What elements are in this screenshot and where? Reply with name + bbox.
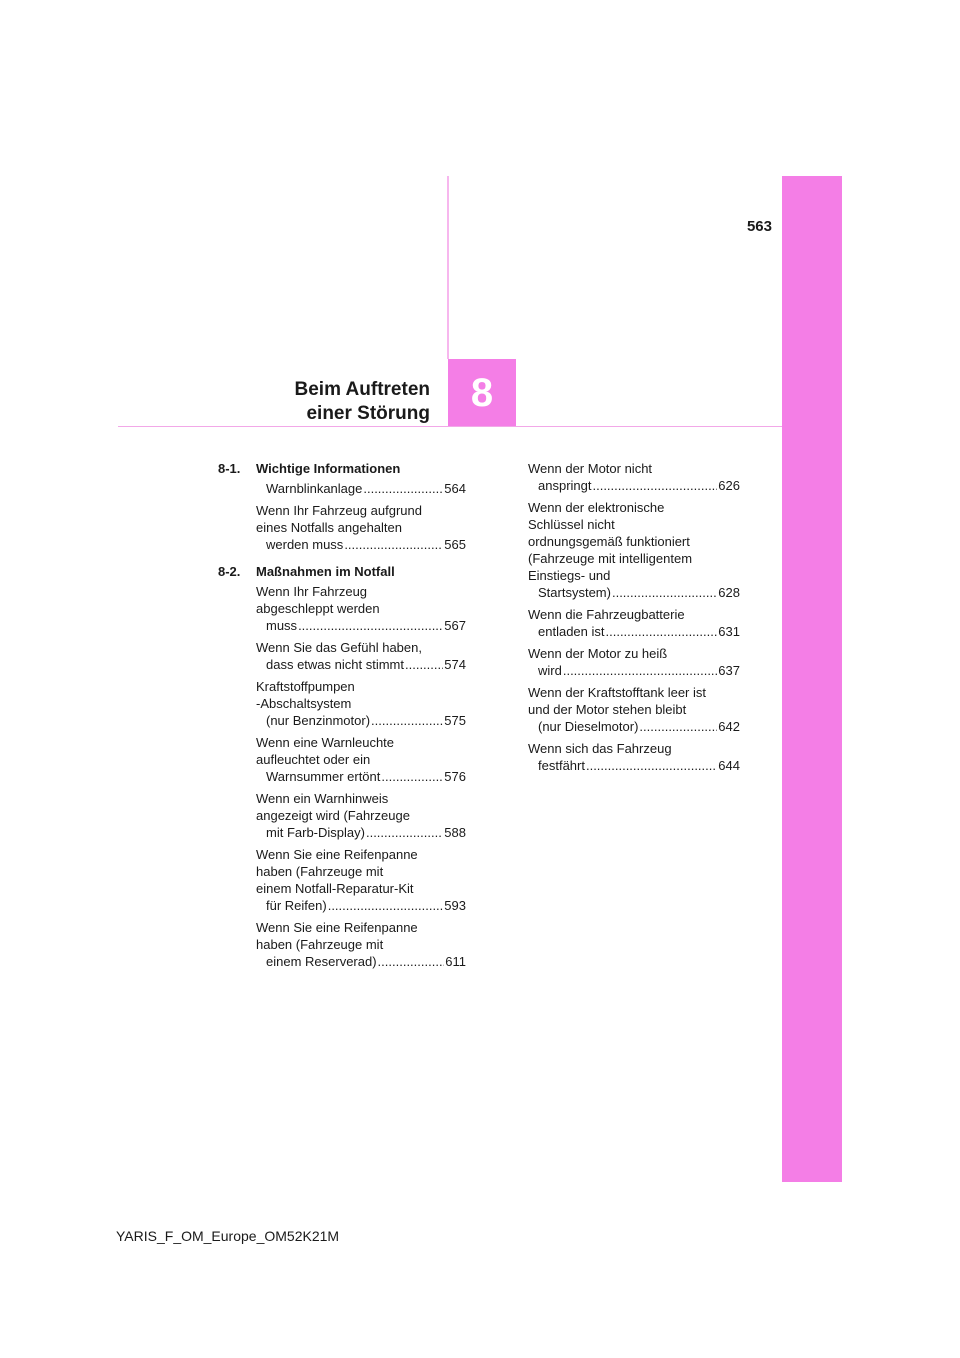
- dot-leader: [592, 477, 717, 494]
- entry-text: ordnungsgemäß funktioniert: [528, 534, 690, 549]
- entry-text: mit Farb-Display): [266, 825, 365, 840]
- entry-text: Wenn ein Warnhinweis: [256, 791, 389, 806]
- entry-text: Wenn der Kraftstofftank leer ist: [528, 685, 706, 700]
- section-number: 8-2.: [218, 564, 241, 579]
- entry-text: werden muss: [266, 537, 344, 552]
- page-reference: 567: [444, 618, 466, 633]
- entry-leader-row: [538, 477, 740, 494]
- entry-text: angezeigt wird (Fahrzeuge: [256, 808, 410, 823]
- document-footer-code: YARIS_F_OM_Europe_OM52K21M: [116, 1228, 340, 1244]
- entry-text: einem Reserverad): [266, 954, 377, 969]
- entry-text: für Reifen): [266, 898, 327, 913]
- page-reference: 593: [444, 898, 466, 913]
- toc-entry[interactable]: [256, 583, 466, 634]
- entry-text: und der Motor stehen bleibt: [528, 702, 687, 717]
- entry-text: Wenn Sie eine Reifenpanne: [256, 920, 418, 935]
- entry-leader-row: [538, 584, 740, 601]
- section-title: Wichtige Informationen: [256, 461, 401, 476]
- chapter-tab-bar: [782, 176, 842, 1182]
- toc-entry[interactable]: [256, 678, 466, 729]
- chapter-number: 8: [470, 370, 494, 415]
- toc-entry[interactable]: [528, 606, 740, 640]
- page-reference: 631: [718, 624, 740, 639]
- dot-leader: [586, 757, 717, 774]
- entry-leader-row: [538, 757, 740, 774]
- toc-entry[interactable]: [528, 740, 740, 774]
- chapter-title: [200, 378, 430, 426]
- entry-text: eines Notfalls angehalten: [256, 520, 402, 535]
- page-reference: 588: [444, 825, 466, 840]
- toc-entry[interactable]: [256, 734, 466, 785]
- chapter-number-box: [448, 359, 516, 427]
- entry-text: Wenn der Motor nicht: [528, 461, 653, 476]
- toc-section-entries: [218, 583, 466, 970]
- toc-entry[interactable]: [528, 499, 740, 601]
- page-reference: 574: [444, 657, 466, 672]
- page-number: 563: [746, 218, 772, 235]
- entry-text: Wenn der Motor zu heiß: [528, 646, 668, 661]
- entry-text: Warnsummer ertönt: [266, 769, 381, 784]
- entry-text: Schlüssel nicht: [528, 517, 615, 532]
- section-number: 8-1.: [218, 461, 241, 476]
- entry-text: Wenn eine Warnleuchte: [256, 735, 395, 750]
- entry-leader-row: [266, 897, 466, 914]
- dot-leader: [378, 953, 445, 970]
- entry-text: Wenn Ihr Fahrzeug aufgrund: [256, 503, 422, 518]
- toc-entry[interactable]: [528, 645, 740, 679]
- entry-leader-row: [266, 480, 466, 497]
- toc-right-column: [528, 460, 740, 779]
- entry-text: Wenn der elektronische: [528, 500, 665, 515]
- page-reference: 564: [444, 481, 466, 496]
- entry-leader-row: [266, 656, 466, 673]
- vertical-divider: [447, 176, 449, 359]
- toc-entry[interactable]: [256, 846, 466, 914]
- entry-text: Warnblinkanlage: [266, 481, 363, 496]
- entry-text: Einstiegs- und: [528, 568, 611, 583]
- entry-leader-row: [266, 768, 466, 785]
- page-reference: 628: [718, 585, 740, 600]
- entry-leader-row: [266, 536, 466, 553]
- dot-leader: [405, 656, 443, 673]
- toc-entry[interactable]: [528, 684, 740, 735]
- entry-text: festfährt: [538, 758, 585, 773]
- entry-text: anspringt: [538, 478, 592, 493]
- toc-section-entries: [218, 480, 466, 553]
- entry-leader-row: [266, 953, 466, 970]
- dot-leader: [363, 480, 443, 497]
- entry-text: aufleuchtet oder ein: [256, 752, 371, 767]
- section-title: Maßnahmen im Notfall: [256, 564, 395, 579]
- toc-section-heading[interactable]: [218, 460, 466, 477]
- entry-text: entladen ist: [538, 624, 605, 639]
- entry-text: (Fahrzeuge mit intelligentem: [528, 551, 693, 566]
- entry-leader-row: [266, 712, 466, 729]
- dot-leader: [371, 712, 443, 729]
- entry-text: einem Notfall-Reparatur-Kit: [256, 881, 414, 896]
- dot-leader: [612, 584, 717, 601]
- entry-text: Wenn die Fahrzeugbatterie: [528, 607, 685, 622]
- entry-text: (nur Dieselmotor): [538, 719, 639, 734]
- entry-text: muss: [266, 618, 298, 633]
- page-reference: 576: [444, 769, 466, 784]
- entry-text: Wenn Ihr Fahrzeug: [256, 584, 368, 599]
- page-reference: 642: [718, 719, 740, 734]
- entry-text: haben (Fahrzeuge mit: [256, 864, 384, 879]
- entry-text: (nur Benzinmotor): [266, 713, 371, 728]
- entry-text: Startsystem): [538, 585, 611, 600]
- dot-leader: [606, 623, 718, 640]
- entry-text: haben (Fahrzeuge mit: [256, 937, 384, 952]
- dot-leader: [344, 536, 443, 553]
- page-reference: 565: [444, 537, 466, 552]
- dot-leader: [366, 824, 443, 841]
- toc-left-column: [218, 460, 466, 975]
- entry-leader-row: [538, 718, 740, 735]
- page-reference: 626: [718, 478, 740, 493]
- page-reference: 611: [445, 954, 466, 969]
- entry-text: Kraftstoffpumpen: [256, 679, 355, 694]
- entry-leader-row: [538, 662, 740, 679]
- dot-leader: [298, 617, 443, 634]
- page-reference: 644: [718, 758, 740, 773]
- toc-entry[interactable]: [256, 502, 466, 553]
- entry-leader-row: [266, 617, 466, 634]
- chapter-title-line: Beim Auftreten: [294, 379, 430, 400]
- chapter-title-line: einer Störung: [306, 403, 430, 424]
- toc-entry[interactable]: [256, 639, 466, 673]
- toc-entry[interactable]: [256, 790, 466, 841]
- entry-leader-row: [538, 623, 740, 640]
- entry-text: Wenn sich das Fahrzeug: [528, 741, 672, 756]
- dot-leader: [639, 718, 717, 735]
- entry-text: Wenn Sie das Gefühl haben,: [256, 640, 422, 655]
- toc-entry[interactable]: [528, 460, 740, 494]
- toc-entry[interactable]: [256, 480, 466, 497]
- toc-entry[interactable]: [256, 919, 466, 970]
- entry-text: Wenn Sie eine Reifenpanne: [256, 847, 418, 862]
- entry-text: wird: [538, 663, 562, 678]
- toc-section-heading[interactable]: [218, 563, 466, 580]
- page-reference: 575: [444, 713, 466, 728]
- dot-leader: [381, 768, 443, 785]
- entry-leader-row: [266, 824, 466, 841]
- page-reference: 637: [718, 663, 740, 678]
- entry-text: -Abschaltsystem: [256, 696, 352, 711]
- dot-leader: [563, 662, 717, 679]
- entry-text: abgeschleppt werden: [256, 601, 380, 616]
- dot-leader: [328, 897, 444, 914]
- header-divider: [118, 426, 782, 427]
- entry-text: dass etwas nicht stimmt: [266, 657, 404, 672]
